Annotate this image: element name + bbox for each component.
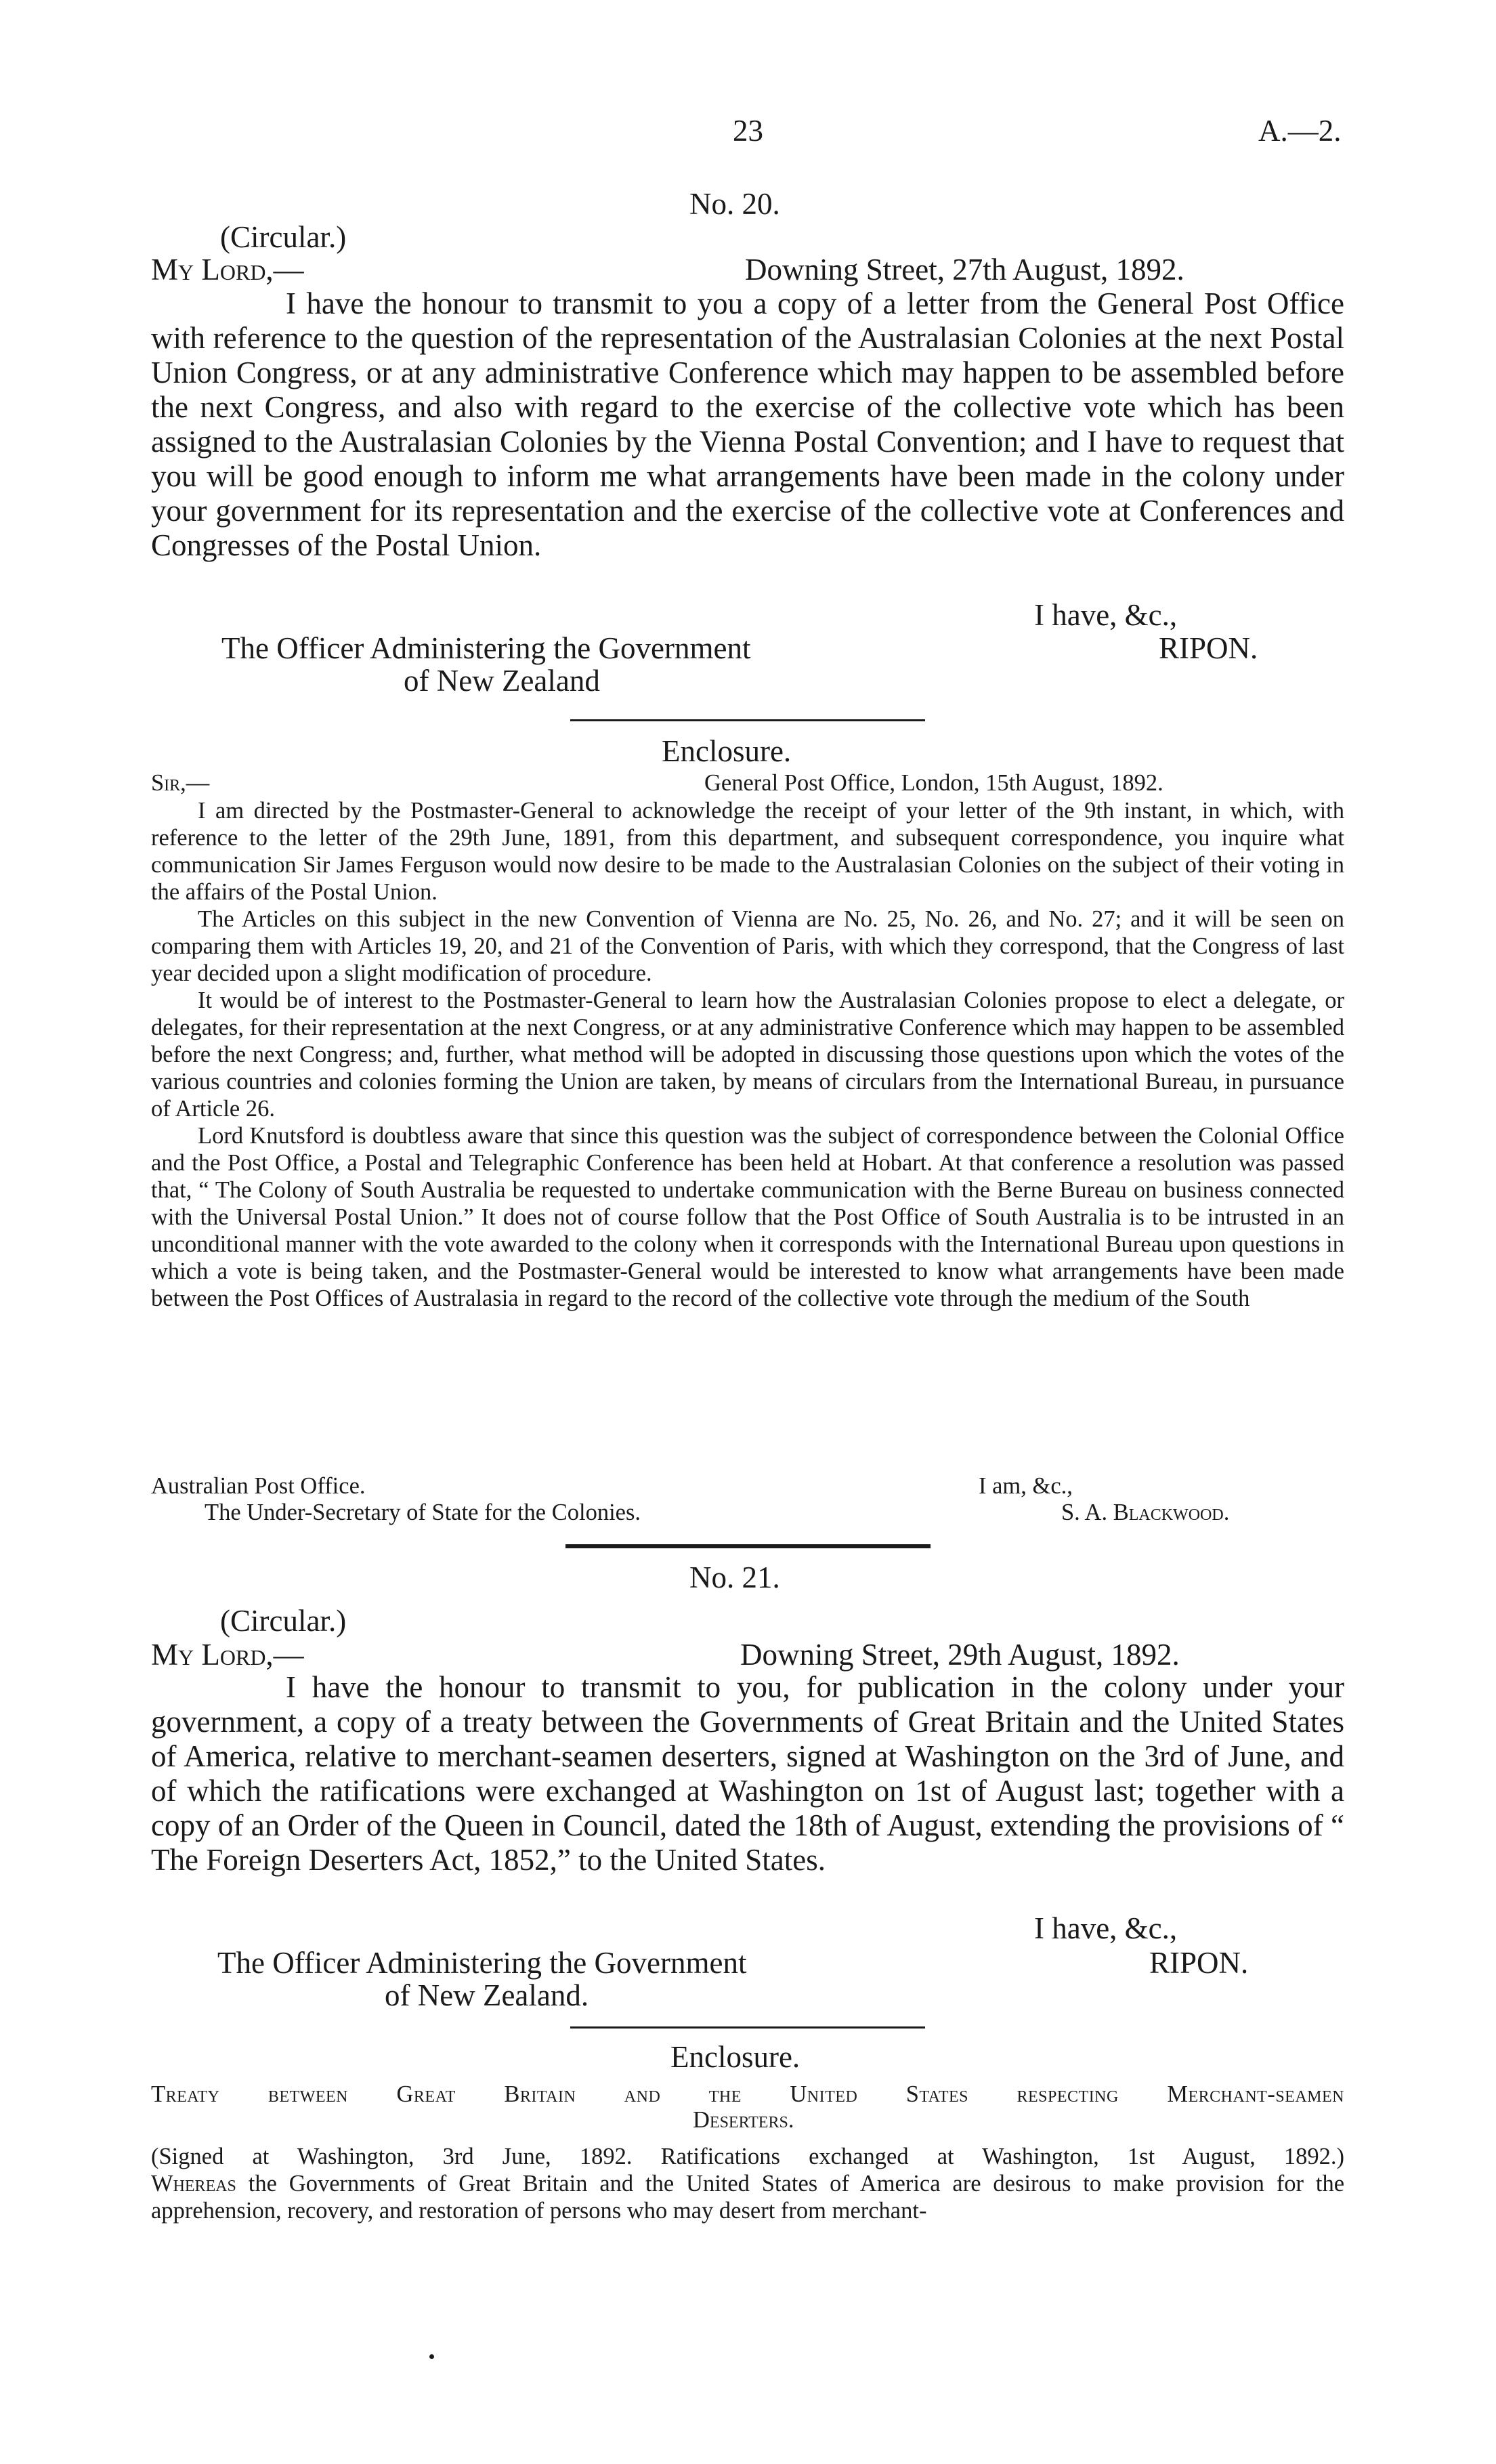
letter-21-place-date: Downing Street, 29th August, 1892. bbox=[740, 1638, 1180, 1672]
letter-20-number: No. 20. bbox=[689, 187, 780, 221]
letter-21-number: No. 21. bbox=[689, 1560, 780, 1594]
section-divider bbox=[570, 2026, 925, 2028]
letter-21-body-block bbox=[151, 1670, 1344, 1877]
enclosure-1-paragraph: It would be of interest to the Postmaster-General to learn how the Australasian Colonies propose to elect a delegate, or delegates, for their representation at the next Congress, or at any administrative Conference which may happen to be assembled before the next Congress; and, further, what method will be adopted in discussing those questions upon which the votes of the various countries and colonies forming the Union are taken, by means of circulars from the International Bureau, in pursuance of Article 26. bbox=[151, 987, 1344, 1122]
letter-20-addressee-line-1: The Officer Administering the Government bbox=[221, 631, 751, 665]
letter-20-closing: I have, &c., bbox=[1034, 598, 1178, 632]
enclosure-1-signature: S. A. Blackwood. bbox=[1061, 1500, 1230, 1525]
letter-20-signature: RIPON. bbox=[1159, 631, 1258, 665]
letter-21-salutation: My Lord,— bbox=[151, 1638, 304, 1672]
enclosure-2-heading: Enclosure. bbox=[670, 2040, 800, 2074]
enclosure-1-paragraph: Lord Knutsford is doubtless aware that since this question was the subject of correspondence between the Colonial Office and the Post Office, a Postal and Telegraphic Conference has been held at Hobart. At that conference a resolution was passed that, “ The Colony of South Australia be requested to undertake communication with the Berne Bureau on business connected with the Universal Postal Union.” It does not of course follow that the Post Office of South Australia is to be intrusted in an unconditional manner with the vote awarded to the colony when it corresponds with the International Bureau upon questions in which a vote is being taken, and the Postmaster-General would be interested to know what arrangements have been made between the Post Offices of Australasia in regard to the record of the collective vote through the medium of the South bbox=[151, 1123, 1344, 1311]
enclosure-1-body-block bbox=[151, 797, 1344, 1312]
print-speck bbox=[429, 2354, 434, 2359]
enclosure-1-heading: Enclosure. bbox=[662, 734, 792, 768]
section-divider bbox=[570, 719, 925, 721]
letter-20-body-block bbox=[151, 286, 1344, 563]
letter-20-body: I have the honour to transmit to you a copy of a letter from the General Post Office with reference to the question of the representation of the Australasian Colonies at the next Postal Union Congress, or at any administrative Conference which may happen to be assembled before the next Congress, and also with regard to the exercise of the collective vote which has been assigned to the Australasian Colonies by the Vienna Postal Convention; and I have to request that you will be good enough to inform me what arrangements have been made in the colony under your government for its representation and the exercise of the collective vote at Conferences and Congresses of the Postal Union. bbox=[151, 286, 1344, 562]
enclosure-2-opening-paragraph bbox=[151, 2170, 1344, 2224]
letter-21-body: I have the honour to transmit to you, for publication in the colony under your government, a copy of a treaty between the Governments of Great Britain and the United States of America, relative to merchant-seamen deserters, signed at Washington on the 3rd of June, and of which the ratifications were exchanged at Washington on 1st of August last; together with a copy of an Order of the Queen in Council, dated the 18th of August, extending the provisions of “ The Foreign Deserters Act, 1852,” to the United States. bbox=[151, 1670, 1344, 1877]
enclosure-1-closing: I am, &c., bbox=[979, 1473, 1073, 1499]
letter-21-addressee-line-1: The Officer Administering the Government bbox=[217, 1946, 747, 1980]
letter-20-salutation: My Lord,— bbox=[151, 253, 304, 286]
enclosure-1-last-line: Australian Post Office. bbox=[151, 1473, 366, 1499]
enclosure-1-salutation: Sir,— bbox=[151, 770, 210, 796]
enclosure-2-opening-word: Whereas bbox=[151, 2171, 236, 2196]
enclosure-2-opening-text: the Governments of Great Britain and the United States of America are desirous to make provision for the apprehension, recovery, and restoration of persons who may desert from merchant- bbox=[151, 2171, 1345, 2224]
letter-20-addressee-line-2: of New Zealand bbox=[404, 664, 600, 698]
enclosure-2-signed-note: (Signed at Washington, 3rd June, 1892. Ratifications exchanged at Washington, 1st August, 1892.) bbox=[151, 2144, 1344, 2169]
page-number: 23 bbox=[733, 114, 763, 148]
letter-20-circular: (Circular.) bbox=[220, 220, 347, 254]
enclosure-2-title-line-1: Treaty between Great Britain and the United States respecting Merchant-seamen bbox=[151, 2081, 1344, 2107]
letter-21-signature: RIPON. bbox=[1149, 1946, 1249, 1980]
enclosure-1-place-date: General Post Office, London, 15th August, 1892. bbox=[704, 770, 1163, 796]
enclosure-1-paragraph: I am directed by the Postmaster-General to acknowledge the receipt of your letter of the 9th instant, in which, with reference to the letter of the 29th June, 1891, from this department, and subsequent correspondence, you inquire what communication Sir James Ferguson would now desire to be made to the Australasian Colonies on the subject of their voting in the affairs of the Postal Union. bbox=[151, 798, 1344, 905]
section-divider bbox=[565, 1544, 931, 1548]
enclosure-2-title-line-2: Deserters. bbox=[693, 2107, 794, 2133]
enclosure-2-opening-block bbox=[151, 2170, 1344, 2224]
letter-20-place-date: Downing Street, 27th August, 1892. bbox=[745, 253, 1184, 286]
letter-21-addressee-line-2: of New Zealand. bbox=[385, 1978, 589, 2012]
letter-21-circular: (Circular.) bbox=[220, 1604, 347, 1638]
enclosure-1-paragraph: The Articles on this subject in the new Convention of Vienna are No. 25, No. 26, and No. 27; and it will be seen on comparing them with Articles 19, 20, and 21 of the Convention of Paris, with which they correspond, that the Congress of last year decided upon a slight modification of procedure. bbox=[151, 906, 1344, 986]
document-reference: A.—2. bbox=[1258, 114, 1342, 148]
enclosure-1-addressee: The Under-Secretary of State for the Colonies. bbox=[205, 1500, 641, 1525]
letter-21-closing: I have, &c., bbox=[1034, 1911, 1178, 1945]
